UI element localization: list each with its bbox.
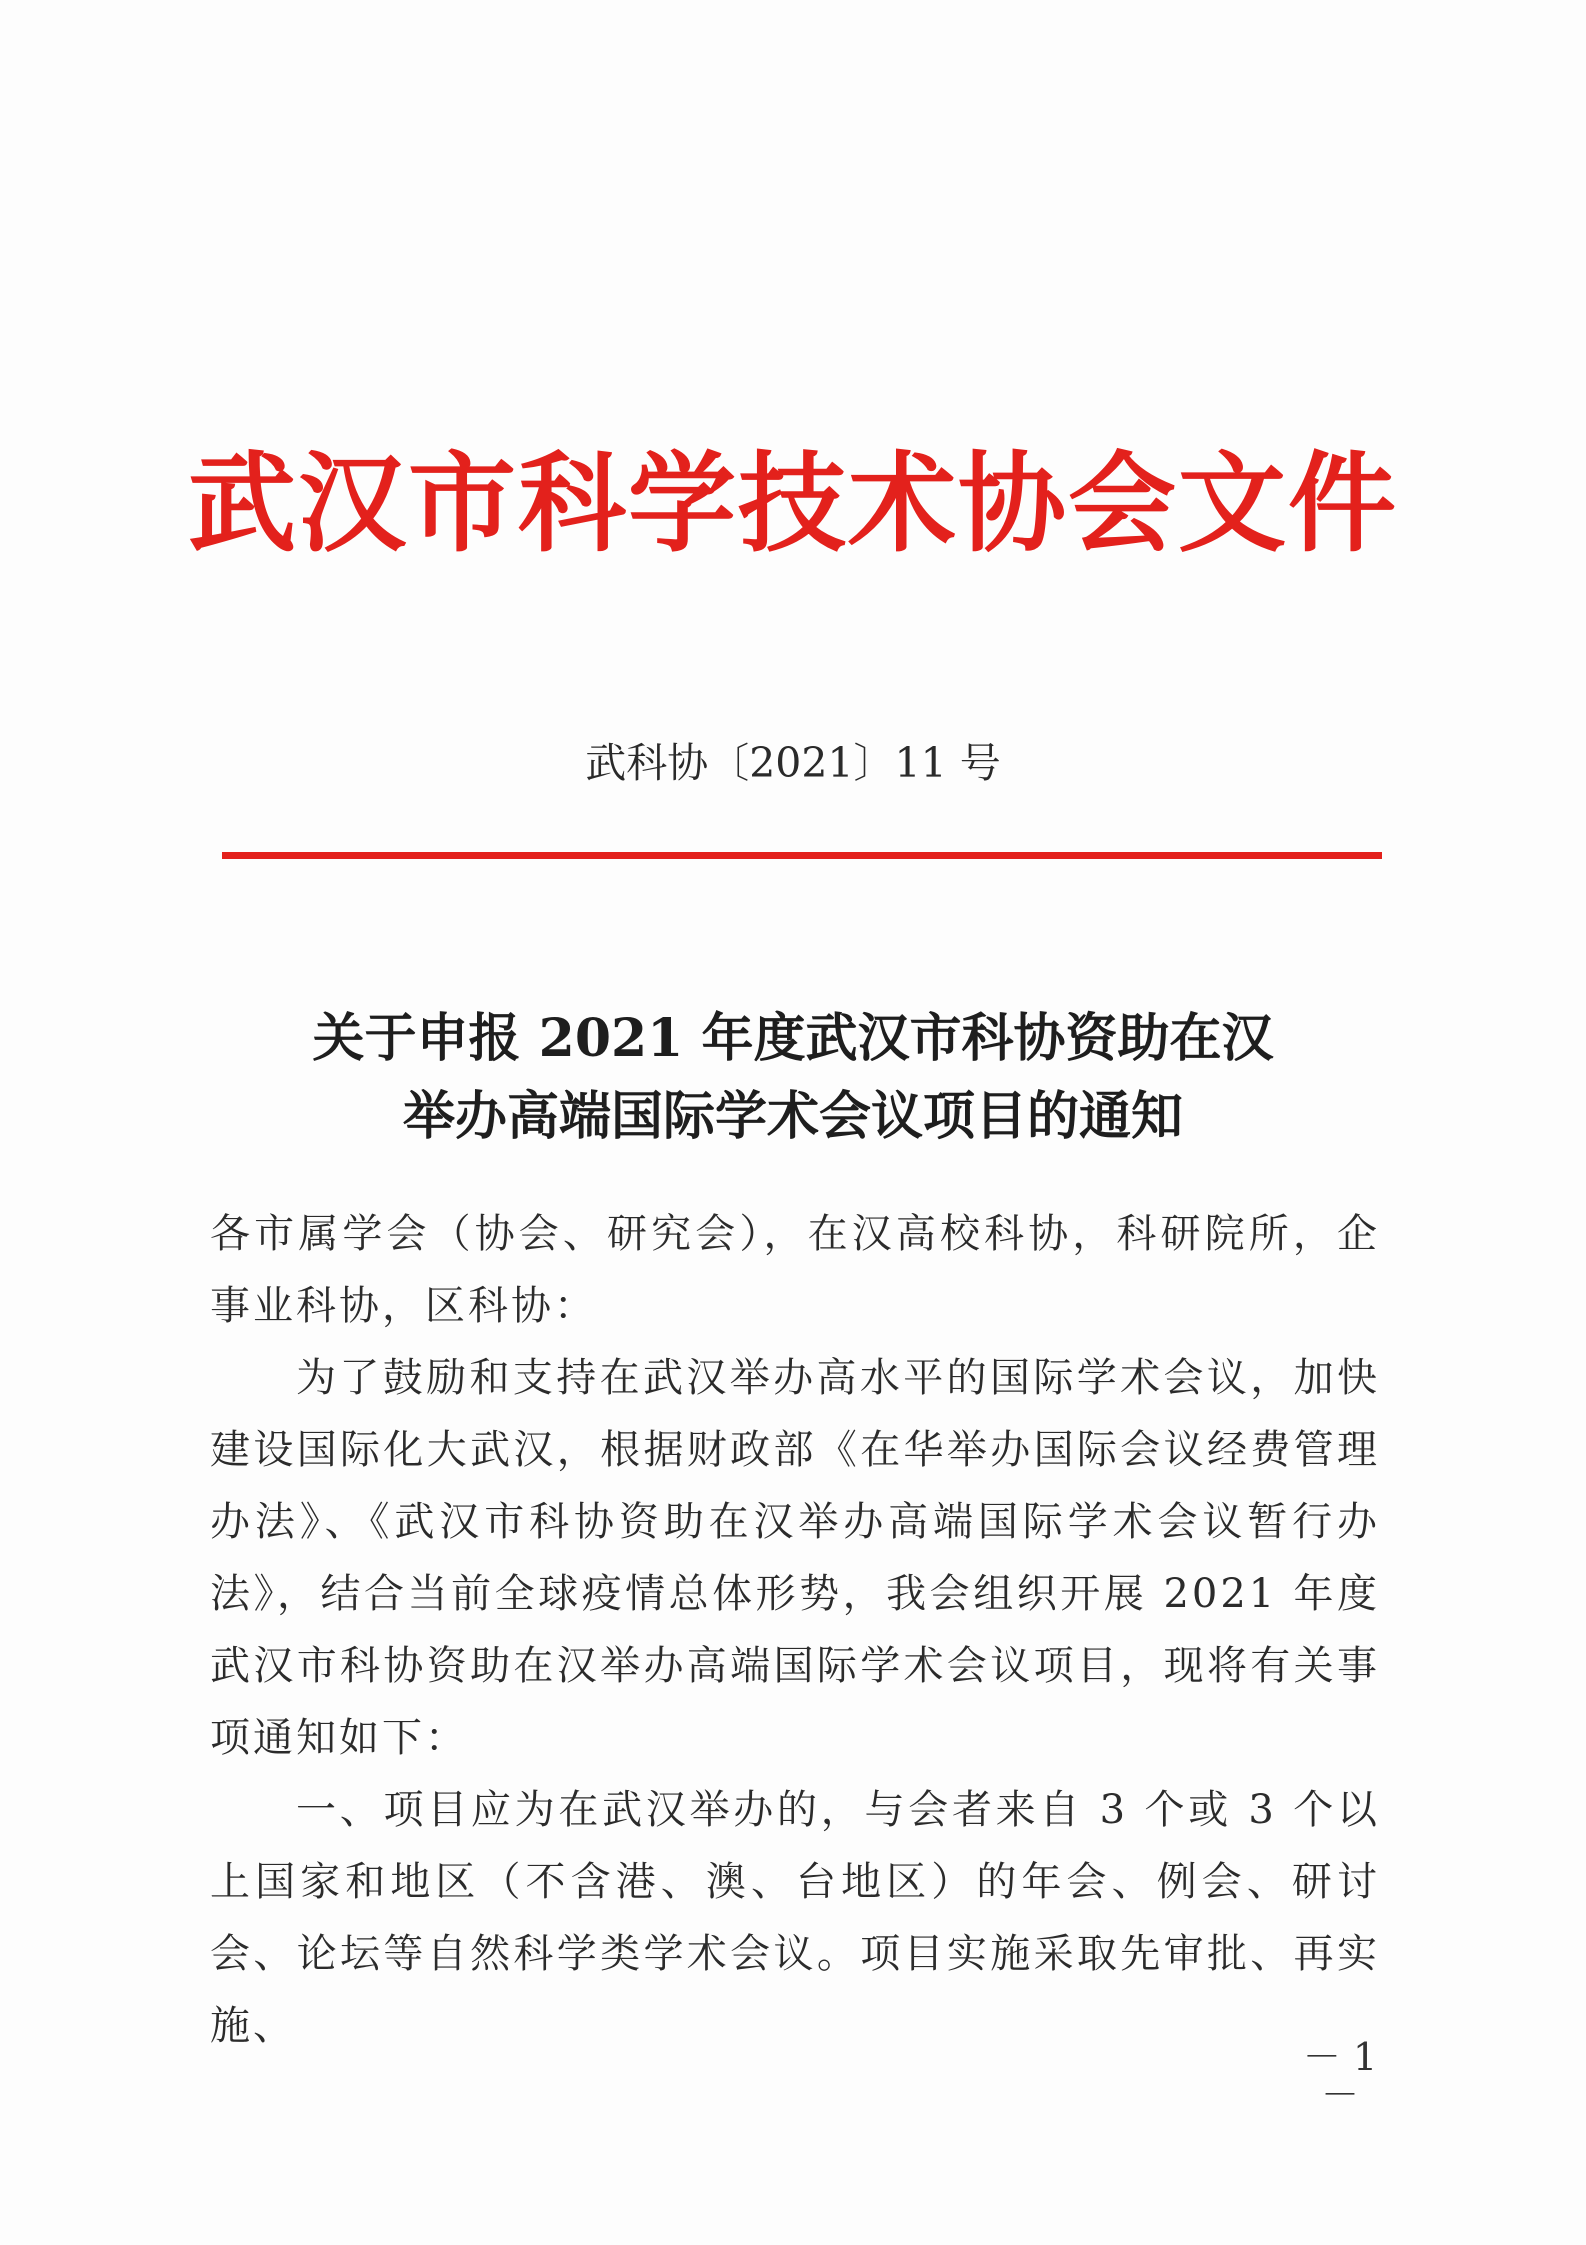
notice-title-line-2: 举办高端国际学术会议项目的通知 <box>402 1086 1183 1147</box>
page-number: － 1 － <box>1302 2035 1378 2117</box>
red-divider-line <box>222 852 1382 859</box>
addressee: 各市属学会（协会、研究会），在汉高校科协，科研院所，企事业科协，区科协： <box>210 1211 1380 1329</box>
masthead-title: 武汉市科学技术协会文件 <box>187 441 1398 567</box>
body-paragraph-2: 一、项目应为在武汉举办的，与会者来自 3 个或 3 个以上国家和地区（不含港、澳、台地区）的年会、例会、研讨会、论坛等自然科学类学术会议。项目实施采取先审批、再实施、 <box>210 1787 1380 2049</box>
notice-title-line-1: 关于申报 2021 年度武汉市科协资助在汉 <box>312 1008 1274 1069</box>
notice-title <box>0 1000 1586 1156</box>
body-paragraph-1: 为了鼓励和支持在武汉举办高水平的国际学术会议，加快建设国际化大武汉，根据财政部《在华举办国际会议经费管理办法》、《武汉市科协资助在汉举办高端国际学术会议暂行办法》，结合当前全球疫情总体形势，我会组织开展 2021 年度武汉市科协资助在汉举办高端国际学术会议项目，现将有关事项通知如下： <box>210 1355 1380 1761</box>
notice-body <box>210 1198 1380 2062</box>
document-number: 武科协〔2021〕11 号 <box>585 739 1001 787</box>
